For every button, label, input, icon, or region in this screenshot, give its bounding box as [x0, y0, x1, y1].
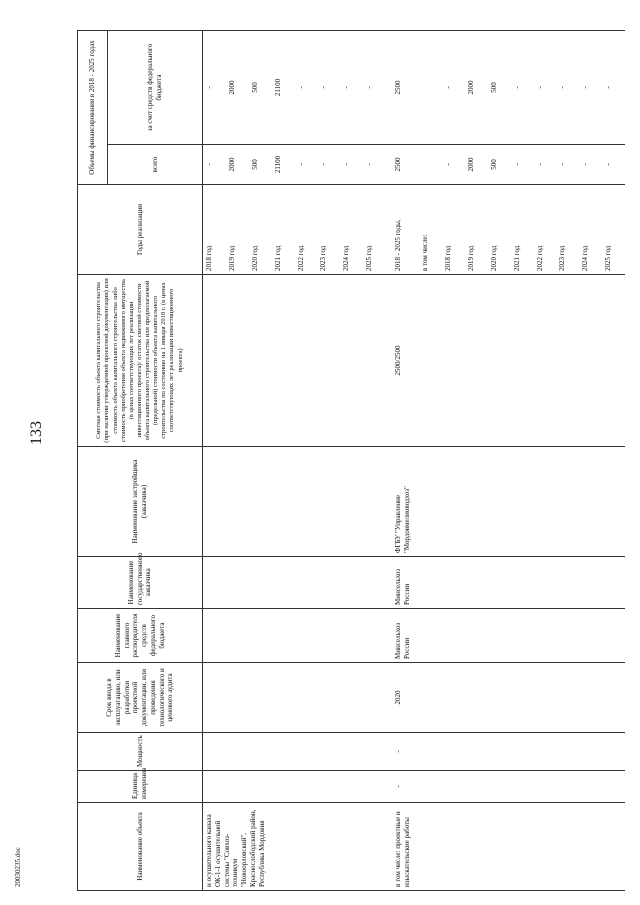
header-funding: Объемы финансирования в 2018 - 2025 годах: [78, 31, 108, 185]
object-name-top: и осушительного канала ОК-1-1 осушительной системы "Совхоз-техникум "Новоорловский", Краснослободский район, Республика Мордовия: [203, 803, 386, 891]
total-cell: -: [203, 145, 227, 185]
header-developer: Наименование застройщика (заказчика): [78, 447, 203, 557]
federal-cell: -: [511, 31, 534, 145]
federal-cell: -: [579, 31, 602, 145]
year-cell: 2019 год: [226, 185, 249, 275]
total-cell: 500: [249, 145, 272, 185]
year-cell: 2021 год: [511, 185, 534, 275]
range-total-cell: 2500: [386, 145, 420, 185]
total-cell: -: [442, 145, 465, 185]
year-cell: 2020 год: [249, 185, 272, 275]
header-total: всего: [108, 145, 203, 185]
object-name-bottom: в том числе: проектные и изыскательские работы: [386, 803, 625, 891]
unit-cell: -: [386, 771, 625, 803]
header-unit: Единица измерения: [78, 771, 203, 803]
year-cell: 2025 год: [363, 185, 386, 275]
federal-cell: 500: [488, 31, 511, 145]
total-cell: -: [340, 145, 363, 185]
federal-cell: -: [556, 31, 579, 145]
total-cell: -: [363, 145, 386, 185]
cost-cell: 2500/2500: [386, 275, 625, 447]
total-cell: -: [534, 145, 557, 185]
page-number: 133: [28, 421, 45, 445]
federal-cell: 2000: [465, 31, 488, 145]
total-cell: -: [556, 145, 579, 185]
year-cell: 2019 год: [465, 185, 488, 275]
federal-cell: 500: [249, 31, 272, 145]
federal-cell: -: [442, 31, 465, 145]
total-cell: -: [602, 145, 625, 185]
year-cell: 2023 год: [317, 185, 340, 275]
total-cell: 2000: [226, 145, 249, 185]
year-cell: 2018 год: [203, 185, 227, 275]
deadline-cell: 2020: [386, 663, 625, 733]
customer-cell: Минсельхоз России: [386, 557, 625, 609]
federal-cell: -: [534, 31, 557, 145]
range-federal-cell: 2500: [386, 31, 420, 145]
range-cell: 2018 - 2025 годы,: [386, 185, 420, 275]
total-cell: 500: [488, 145, 511, 185]
developer-cell: ФГБУ "Управление "Мордовмелиоводхоз": [386, 447, 625, 557]
year-cell: 2020 год: [488, 185, 511, 275]
year-cell: 2024 год: [340, 185, 363, 275]
federal-cell: -: [340, 31, 363, 145]
total-cell: -: [317, 145, 340, 185]
header-manager: Наименование главного распорядителя средств федерального бюджета: [78, 609, 203, 663]
federal-cell: -: [295, 31, 318, 145]
total-cell: 2000: [465, 145, 488, 185]
rotated-table-container: [77, 31, 625, 891]
year-cell: 2022 год: [534, 185, 557, 275]
footer-document-name: 20030235.doc: [14, 847, 22, 887]
header-years: Годы реализации: [78, 185, 203, 275]
capacity-cell: -: [386, 733, 625, 771]
federal-cell: -: [602, 31, 625, 145]
year-cell: 2018 год: [442, 185, 465, 275]
header-federal: за счет средств федерального бюджета: [108, 31, 203, 145]
total-cell: -: [579, 145, 602, 185]
header-capacity: Мощность: [78, 733, 203, 771]
federal-cell: -: [203, 31, 227, 145]
year-cell: 2021 год: [272, 185, 295, 275]
investment-table: [77, 30, 625, 891]
year-cell: 2024 год: [579, 185, 602, 275]
year-cell: 2022 год: [295, 185, 318, 275]
total-cell: -: [295, 145, 318, 185]
federal-cell: -: [363, 31, 386, 145]
header-cost: Сметная стоимость объекта капитального строительства (при наличии утвержденной проектной документации) или стоимость объекта капитального строительства либо стоимость приобретения объекта недвижимого имущества (в ценах соответствующих лет реализации инвестиционного проекта)/ остаток сметной стоимости объекта капитального строительства или предполагаемой (предельной) стоимости объекта капитального строительства по состоянию на 1 января 2018 г. (в ценах соответствующих лет реализации инвестиционного проекта): [78, 275, 203, 447]
header-name: Наименование объекта: [78, 803, 203, 891]
federal-cell: 21100: [272, 31, 295, 145]
total-cell: -: [511, 145, 534, 185]
federal-cell: 2000: [226, 31, 249, 145]
header-deadline: Срок ввода в эксплуатацию, или разработки проектной документации, или проведения технологического и ценового аудита: [78, 663, 203, 733]
federal-cell: -: [317, 31, 340, 145]
year-cell: 2023 год: [556, 185, 579, 275]
manager-cell: Минсельхоз России: [386, 609, 625, 663]
total-cell: 21100: [272, 145, 295, 185]
year-cell: 2025 год: [602, 185, 625, 275]
header-customer: Наименование государственного заказчика: [78, 557, 203, 609]
including-cell: в том числе:: [419, 185, 442, 275]
